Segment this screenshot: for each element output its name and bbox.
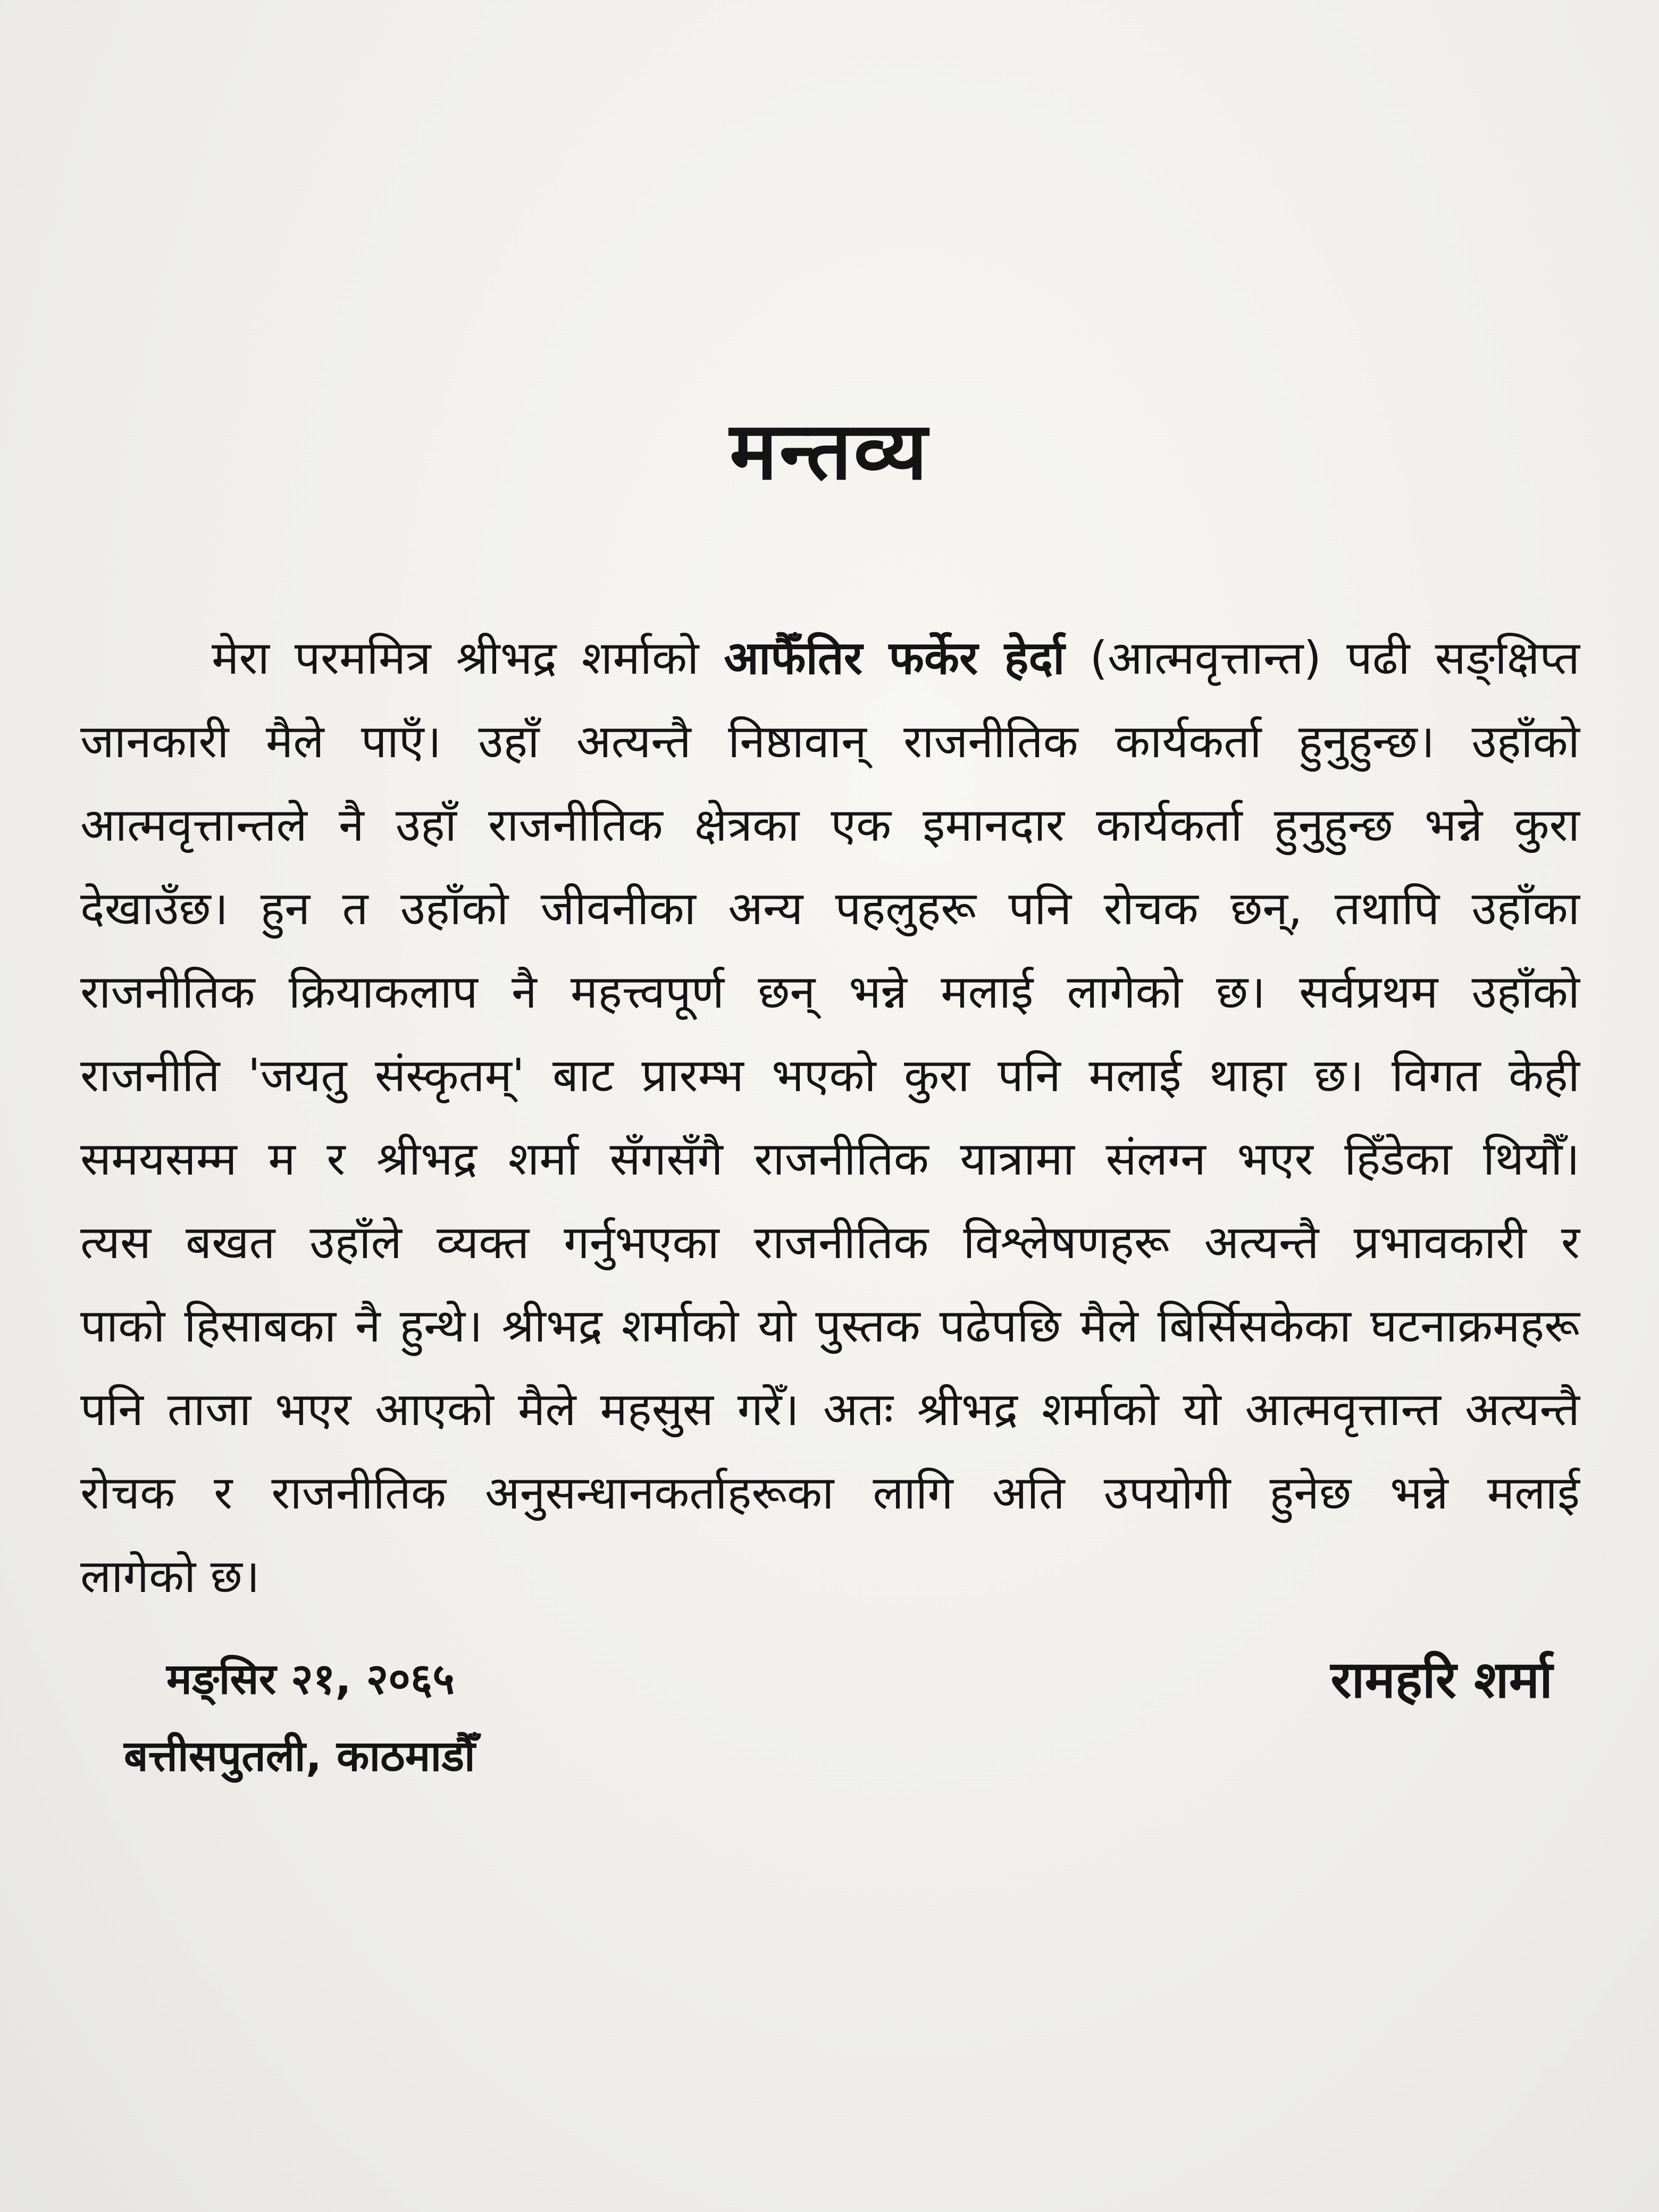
place-text: बत्तीसपुतली, काठमाडौँ xyxy=(124,1731,475,1781)
paragraph-line: रोचक र राजनीतिक अनुसन्धानकर्ताहरूका लागि अति उपयोगी हुनेछ भन्ने मलाई xyxy=(80,1467,1580,1520)
paragraph-line: देखाउँछ। हुन त उहाँको जीवनीका अन्य पहलुहरू पनि रोचक छन्, तथापि उहाँका xyxy=(80,882,1580,935)
line-text: (आत्मवृत्तान्त) पढी सङ्क्षिप्त xyxy=(1090,632,1580,685)
author-signature: रामहरि शर्मा xyxy=(1330,1650,1553,1710)
date-text: मङ्सिर २१, २०६५ xyxy=(166,1654,455,1704)
paragraph-line: त्यस बखत उहाँले व्यक्त गर्नुभएका राजनीतिक विश्लेषणहरू अत्यन्तै प्रभावकारी र xyxy=(80,1216,1580,1269)
paragraph-line-1 xyxy=(80,617,1580,700)
book-title-text: आफैँतिर फर्केर हेर्दा xyxy=(724,632,1065,685)
paragraph-line: पनि ताजा भएर आएको मैले महसुस गरेँ। अतः श्रीभद्र शर्माको यो आत्मवृत्तान्त अत्यन्तै xyxy=(80,1383,1580,1436)
paragraph-line: राजनीति 'जयतु संस्कृतम्' बाट प्रारम्भ भएको कुरा पनि मलाई थाहा छ। विगत केही xyxy=(80,1049,1580,1102)
paragraph-last-line: लागेको छ। xyxy=(80,1550,260,1603)
paragraph-line: राजनीतिक क्रियाकलाप नै महत्त्वपूर्ण छन् भन्ने मलाई लागेको छ। सर्वप्रथम उहाँको xyxy=(80,966,1580,1019)
paragraph-line: जानकारी मैले पाएँ। उहाँ अत्यन्तै निष्ठावान् राजनीतिक कार्यकर्ता हुनुहुन्छ। उहाँको xyxy=(80,715,1580,768)
paragraph-line: समयसम्म म र श्रीभद्र शर्मा सँगसँगै राजनीतिक यात्रामा संलग्न भएर हिँडेका थियौँ। xyxy=(80,1133,1580,1186)
paragraph-line: आत्मवृत्तान्तले नै उहाँ राजनीतिक क्षेत्रका एक इमानदार कार्यकर्ता हुनुहुन्छ भन्ने कुरा xyxy=(80,799,1580,852)
paragraph-line: पाको हिसाबका नै हुन्थे। श्रीभद्र शर्माको यो पुस्तक पढेपछि मैले बिर्सिसकेका घटनाक्रमहरू xyxy=(80,1300,1580,1353)
body-paragraph xyxy=(80,617,1580,1619)
line-text: मेरा परममित्र श्रीभद्र शर्माको xyxy=(212,632,699,685)
page-title: मन्तव्य xyxy=(730,405,929,498)
